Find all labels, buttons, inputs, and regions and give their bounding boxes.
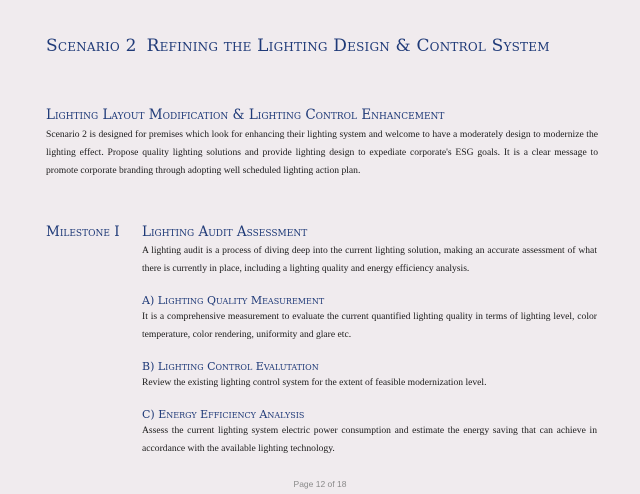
item-heading: A) Lighting Quality Measurement (142, 294, 325, 307)
milestone-section (142, 224, 597, 458)
item-heading: C) Energy Efficiency Analysis (142, 408, 305, 421)
item-heading: B) Lighting Control Evalutation (142, 360, 319, 373)
section-paragraph: Scenario 2 is designed for premises which look for enhancing their lighting system and welcome to have a moderately design to modernize the lighting effect. Propose quality lighting solutions and provide lighting design to expediate corporate's ESG goals. It is a clear message to promote corporate branding through adopting well scheduled lighting action plan. (46, 129, 598, 176)
milestone-item-c (142, 408, 597, 458)
page-title (46, 36, 550, 56)
item-text: Review the existing lighting control system for the extent of feasible modernization level. (142, 377, 487, 388)
scenario-section (46, 107, 598, 180)
milestone-item-b (142, 360, 597, 392)
section-heading: Lighting Layout Modification & Lighting Control Enhancement (46, 107, 445, 123)
scenario-number: Scenario 2 (46, 36, 137, 56)
milestone-heading: Lighting Audit Assessment (142, 224, 308, 240)
milestone-intro: A lighting audit is a process of diving deep into the current lighting solution, making an accurate assessment of what there is currently in place, including a lighting quality and energy efficiency analysis. (142, 245, 597, 274)
scenario-title: Refining the Lighting Design & Control System (146, 36, 550, 56)
milestone-item-a (142, 294, 597, 344)
page-number: Page 12 of 18 (293, 479, 347, 489)
item-text: It is a comprehensive measurement to evaluate the current quantified lighting quality in terms of lighting level, color temperature, color rendering, uniformity and glare etc. (142, 311, 597, 340)
item-text: Assess the current lighting system electric power consumption and estimate the energy saving that can achieve in accordance with the available lighting technology. (142, 425, 597, 454)
milestone-label: Milestone I (46, 224, 120, 240)
